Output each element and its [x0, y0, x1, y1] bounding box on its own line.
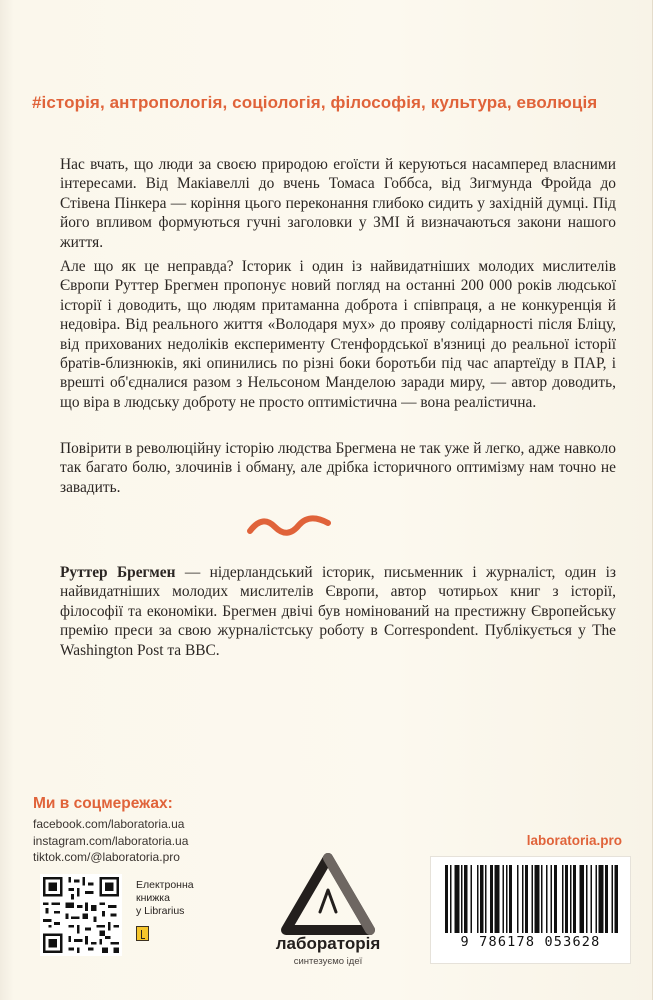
barcode-icon [431, 857, 632, 937]
instagram-link[interactable]: instagram.com/laboratoria.ua [33, 833, 189, 848]
publisher-slogan: синтезуємо ідеї [293, 956, 363, 967]
author-bio-text: — нідерландський історик, письменник і журналіст, один із найвидатніших молодих мислителів Європи, автор чотирьох книг з історії, філософії та економіки. Брегмен двічі був номінований на престижну Європейську премію преси за свою журналістську роботу в Correspondent. Публікується у The Washington Post та BBC. [60, 564, 616, 659]
squiggle-divider-icon [247, 513, 331, 539]
publisher-name: лабораторія [275, 934, 381, 953]
ebook-line-2: книжка [136, 892, 170, 904]
social-title: Ми в соцмережах: [33, 795, 173, 812]
author-bio [60, 563, 616, 660]
ebook-line-3: у Librarius [136, 905, 185, 917]
librarius-logo-icon [136, 926, 149, 941]
description-paragraph-2: Але що як це неправда? Історик і один із найвидатніших молодих мислителів Європи Руттер Брегмен пропонує новий погляд на останні 200 000 років людської історії і доводить, що людям притаманна доброта і співпраця, а не конкуренція й недовіра. Від реального життя «Володаря мух» до прояву солідарності після Бліцу, від прихованих недоліків експерименту Стенфордської в'язниці до реальної історії братів-близнюків, які опинились по різні боки боротьби під час апартеїду в ПАР, і врешті об'єдналися разом з Нельсоном Манделою заради миру, — автор доводить, що віра в людську доброту не просто оптимістична — вона реалістична. [60, 258, 616, 411]
facebook-link[interactable]: facebook.com/laboratoria.ua [33, 817, 185, 831]
tiktok-link[interactable]: tiktok.com/@laboratoria.pro [33, 850, 180, 864]
description-paragraph-1: Нас вчать, що люди за своєю природою егоїсти й керуються насамперед власними інтересами. Від Макіавеллі до вчень Томаса Гоббса, від Зигмунда Фройда до Стівена Пінкера — коріння цього переконання глибоко сидить у західній думці. Під його впливом формуються гучні заголовки у ЗМІ й визначаються закони нашого життя. [60, 156, 616, 251]
ebook-line-1: Електронна [136, 879, 194, 891]
description-paragraph-3: Повірити в революційну історію людства Брегмена не так уже й легко, адже навколо так багато болю, злочинів і обману, але дрібка історичного оптимізму нам точно не завадить. [60, 440, 616, 496]
website-link[interactable]: laboratoria.pro [526, 833, 622, 848]
author-name: Руттер Брегмен [60, 564, 176, 581]
qr-code-icon[interactable] [40, 874, 122, 956]
publisher-logo-icon [278, 852, 378, 972]
ebook-note [136, 879, 216, 918]
genre-hashtags: #історія, антропологія, соціологія, філософія, культура, еволюція [32, 93, 598, 112]
social-block [33, 795, 273, 866]
isbn-number: 9 786178 053628 [460, 934, 601, 950]
